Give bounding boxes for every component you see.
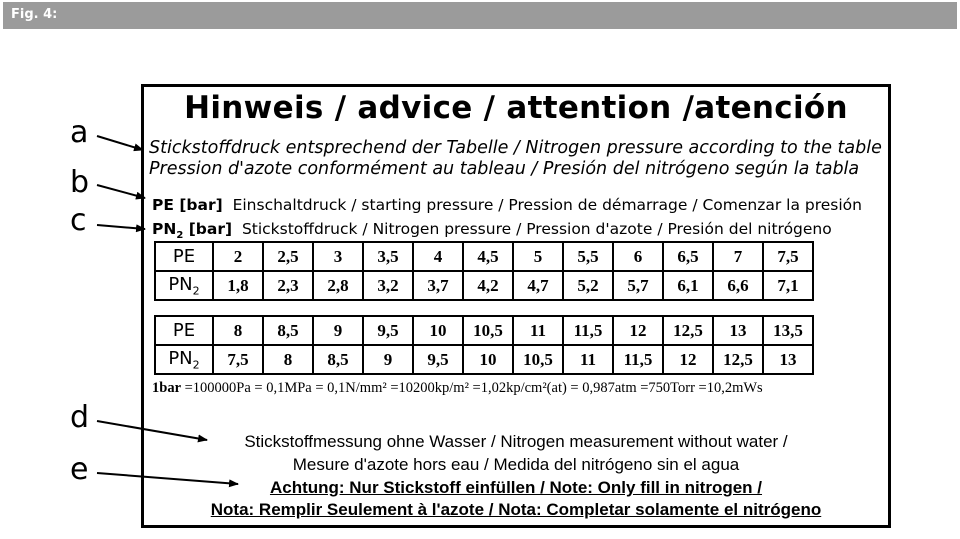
table1-pn2-cell: 3,2 [363,271,413,300]
table2-pn2-cell: 10,5 [513,345,563,374]
table1-pn2-cell: 2,8 [313,271,363,300]
table1-pn2-cell: 5,7 [613,271,663,300]
callout-d: d [70,400,90,435]
table2-pn2-cell: 10 [463,345,513,374]
table1-pe-row [155,242,813,271]
notice-panel [141,84,891,528]
table2-pe-cell: 13 [713,316,763,345]
notice-heading: Hinweis / advice / attention /atención [184,90,848,126]
table1-pn2-cell: 5,2 [563,271,613,300]
table2-pn2-cell: 11 [563,345,613,374]
table2-pn2-cell: 11,5 [613,345,663,374]
measurement-note-line1: Stickstoffmessung ohne Wasser / Nitrogen measurement without water / [244,432,788,451]
table2-pe-cell: 9 [313,316,363,345]
table1-pn2-cell: 2,3 [263,271,313,300]
table1-pe-cell: 2 [213,242,263,271]
unit-conversion-line [152,380,763,397]
arrow-c [97,225,145,229]
warning-line2: Nota: Remplir Seulement à l'azote / Nota: Completar solamente el nitrógeno [210,500,822,519]
callout-c: c [70,203,87,238]
table2-pn2-cell: 13 [763,345,813,374]
callout-e: e [70,452,89,487]
table1-pn2-row [155,271,813,300]
table1-pe-cell: 7,5 [763,242,813,271]
table1-pn2-cell: 4,2 [463,271,513,300]
table1-pn2-label: $PN_2$ [155,271,213,300]
conversion-rest: =100000Pa = 0,1MPa = 0,1N/mm² =10200kp/m² =1,02kp/cm²(at) = 0,987atm =750Torr =10,2mWs [181,380,763,396]
arrow-a [97,136,143,150]
table1-pe-cell: 4 [413,242,463,271]
table2-pn2-row [155,345,813,374]
table2-pe-cell: 8 [213,316,263,345]
table2-pe-row [155,316,813,345]
table2-pe-cell: 11,5 [563,316,613,345]
table1-pe-cell: 2,5 [263,242,313,271]
table2-pe-cell: 10 [413,316,463,345]
table2-pe-cell: 8,5 [263,316,313,345]
nitrogen-pressure-note-line2: Pression d'azote conformément au tableau / Presión del nitrógeno según la tabla [149,159,860,179]
table2-pe-cell: 11 [513,316,563,345]
warning-line1: Achtung: Nur Stickstoff einfüllen / Note: Only fill in nitrogen / [269,478,763,497]
table2-pe-cell: 13,5 [763,316,813,345]
table1-pn2-cell: 3,7 [413,271,463,300]
table1-pe-cell: 5 [513,242,563,271]
table1-pn2-cell: 7,1 [763,271,813,300]
table1-pn2-cell: 1,8 [213,271,263,300]
pe-definition [152,196,862,214]
table1-pn2-cell: 6,6 [713,271,763,300]
table2-pn2-cell: 8 [263,345,313,374]
nitrogen-pressure-note-line1: Stickstoffdruck entsprechend der Tabelle / Nitrogen pressure according to the table [149,138,882,158]
table1-pe-cell: 6,5 [663,242,713,271]
conversion-bold: 1bar [152,380,181,396]
table2-pn2-label: $PN_2$ [155,345,213,374]
pe-definition-text: Einschaltdruck / starting pressure / Pression de démarrage / Comenzar la presión [232,196,862,214]
pe-term: PE [bar] [152,196,223,214]
pressure-table-2 [154,315,814,375]
table2-pe-cell: 10,5 [463,316,513,345]
table2-pn2-cell: 8,5 [313,345,363,374]
callout-b: b [70,165,90,200]
table2-pe-cell: 12 [613,316,663,345]
callout-a: a [70,115,89,150]
table2-pn2-cell: 7,5 [213,345,263,374]
table1-pe-cell: 3 [313,242,363,271]
figure-label: Fig. 4: [11,7,58,22]
table2-pn2-cell: 12 [663,345,713,374]
pn2-definition [152,220,832,241]
table1-pe-cell: 7 [713,242,763,271]
table2-pe-label: PE [155,316,213,345]
table1-pe-cell: 3,5 [363,242,413,271]
table1-pe-cell: 5,5 [563,242,613,271]
table2-pn2-cell: 12,5 [713,345,763,374]
table1-pe-cell: 6 [613,242,663,271]
measurement-note-line2: Mesure d'azote hors eau / Medida del nitrógeno sin el agua [292,455,740,474]
table1-pe-cell: 4,5 [463,242,513,271]
table1-pe-label: PE [155,242,213,271]
table1-pn2-cell: 4,7 [513,271,563,300]
table2-pn2-cell: 9 [363,345,413,374]
pressure-table-1 [154,241,814,301]
table2-pe-cell: 9,5 [363,316,413,345]
pn2-definition-text: Stickstoffdruck / Nitrogen pressure / Pression d'azote / Presión del nitrógeno [241,220,832,238]
table2-pe-cell: 12,5 [663,316,713,345]
table1-pn2-cell: 6,1 [663,271,713,300]
pn2-term: $PN_2$ [bar] [152,220,233,242]
table2-pn2-cell: 9,5 [413,345,463,374]
arrow-b [97,185,145,198]
